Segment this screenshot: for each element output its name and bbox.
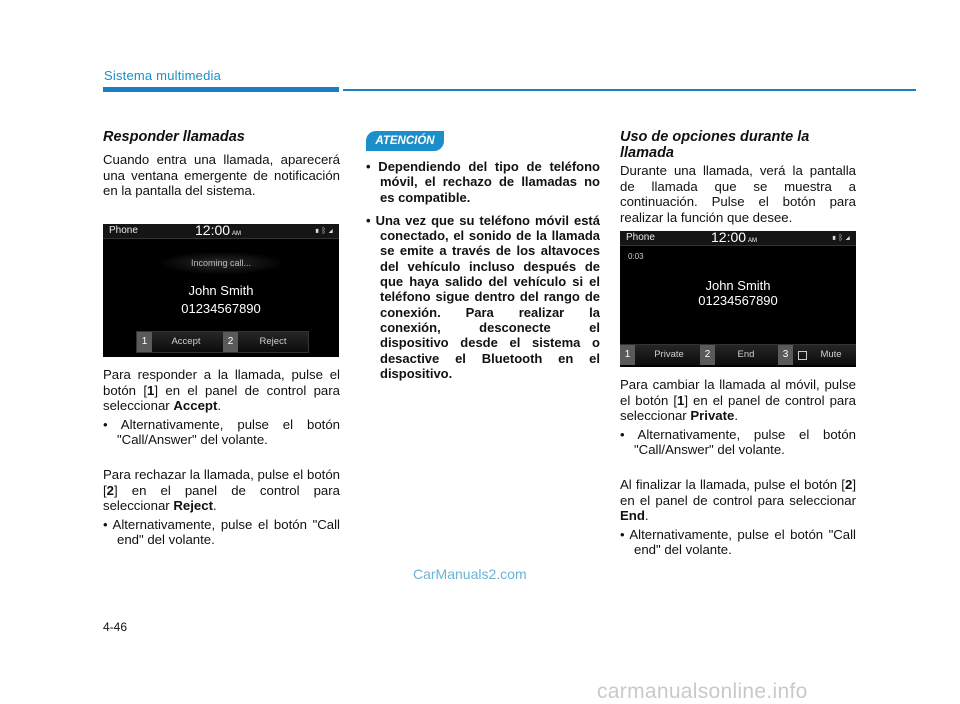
clock-time: 12:00 <box>711 231 747 245</box>
header-rule-dark <box>103 87 339 92</box>
accept-number[interactable]: 1 <box>137 332 152 352</box>
left-column-top <box>103 129 340 199</box>
header-rule-light <box>343 89 916 91</box>
right-column-top <box>620 129 856 225</box>
footer-watermark: carmanualsonline.info <box>597 680 808 703</box>
section-title: Sistema multimedia <box>104 68 222 83</box>
bluetooth-icon: ᛒ <box>321 226 329 235</box>
left-column-bottom <box>103 367 340 548</box>
incoming-call-screen <box>103 224 339 357</box>
incoming-button-panel <box>136 331 309 353</box>
intro-text: Cuando entra una llamada, aparecerá una ventana emergente de notificación en la pantalla del sistema. <box>103 152 340 199</box>
mute-button[interactable]: Mute <box>820 349 842 360</box>
accept-bullet: • Alternativamente, pulse el botón "Call/Answer" del volante. <box>103 416 340 448</box>
site-watermark[interactable]: CarManuals2.com <box>413 566 527 582</box>
private-bullet: • Alternativamente, pulse el botón "Call/Answer" del volante. <box>620 426 856 458</box>
clock-ampm: AM <box>748 238 758 244</box>
attention-list <box>366 159 600 389</box>
attention-item: • Dependiendo del tipo de teléfono móvil, el rechazo de llamadas no es compatible. <box>366 159 600 205</box>
caller-number: 01234567890 <box>698 293 778 308</box>
accept-paragraph: Para responder a la llamada, pulse el botón [1] en el panel de control para seleccionar Accept. <box>103 367 340 414</box>
call-button-panel <box>620 344 856 365</box>
private-number[interactable]: 1 <box>620 345 635 365</box>
clock-ampm: AM <box>232 231 242 237</box>
call-elapsed-time: 0:03 <box>628 252 644 261</box>
attention-badge: ATENCIÓN <box>366 131 444 151</box>
heading-responder: Responder llamadas <box>103 129 245 145</box>
bluetooth-icon: ᛒ <box>838 233 846 242</box>
clock-time: 12:00 <box>195 224 231 238</box>
reject-paragraph: Para rechazar la llamada, pulse el botón [2] en el panel de control para seleccionar Reject. <box>103 466 340 514</box>
attention-item: • Una vez que su teléfono móvil está conectado, el sonido de la llamada se emite a través de los altavoces del vehículo incluso después de que haya salido del vehículo si el teléfono sigue dentro del rango de conexión. Para realizar la conexión, desconecte el dispositivo desde el sistema o desactive el Bluetooth en el dispositivo. <box>366 212 600 381</box>
end-button[interactable]: End <box>737 349 755 360</box>
screen-header <box>620 231 856 246</box>
status-icons <box>832 233 852 242</box>
incoming-status: Incoming call... <box>190 258 252 268</box>
screen-header <box>103 224 339 239</box>
end-bullet: • Alternativamente, pulse el botón "Call end" del volante. <box>620 526 856 558</box>
end-paragraph: Al finalizar la llamada, pulse el botón [2] en el panel de control para seleccionar End. <box>620 476 856 524</box>
caller-name: John Smith <box>705 278 771 293</box>
reject-number[interactable]: 2 <box>223 332 238 352</box>
screen-clock <box>711 231 757 245</box>
mute-number[interactable]: 3 <box>778 345 793 365</box>
accept-button[interactable]: Accept <box>171 336 201 347</box>
status-icons <box>315 226 335 235</box>
page-number: 4-46 <box>103 620 128 634</box>
reject-button[interactable]: Reject <box>259 336 287 347</box>
right-column-bottom <box>620 377 856 558</box>
battery-icon: ▮ <box>314 226 322 235</box>
reject-bullet: • Alternativamente, pulse el botón "Call end" del volante. <box>103 516 340 548</box>
private-button[interactable]: Private <box>654 349 684 360</box>
heading-opciones: Uso de opciones durante la llamada <box>620 129 810 161</box>
mute-checkbox-icon[interactable] <box>798 351 807 360</box>
screen-clock <box>195 224 241 238</box>
screen-title: Phone <box>109 225 138 236</box>
end-number[interactable]: 2 <box>700 345 715 365</box>
private-paragraph: Para cambiar la llamada al móvil, pulse el botón [1] en el panel de control para seleccionar Private. <box>620 377 856 424</box>
caller-name: John Smith <box>188 283 254 298</box>
battery-icon: ▮ <box>831 233 839 242</box>
options-intro: Durante una llamada, verá la pantalla de llamada que se muestra a continuación. Pulse el botón para realizar la función que desee. <box>620 163 856 225</box>
call-screen <box>620 231 856 367</box>
signal-icon: ◢ <box>845 233 852 242</box>
signal-icon: ◢ <box>328 226 335 235</box>
caller-number: 01234567890 <box>181 301 261 316</box>
screen-title: Phone <box>626 232 655 243</box>
